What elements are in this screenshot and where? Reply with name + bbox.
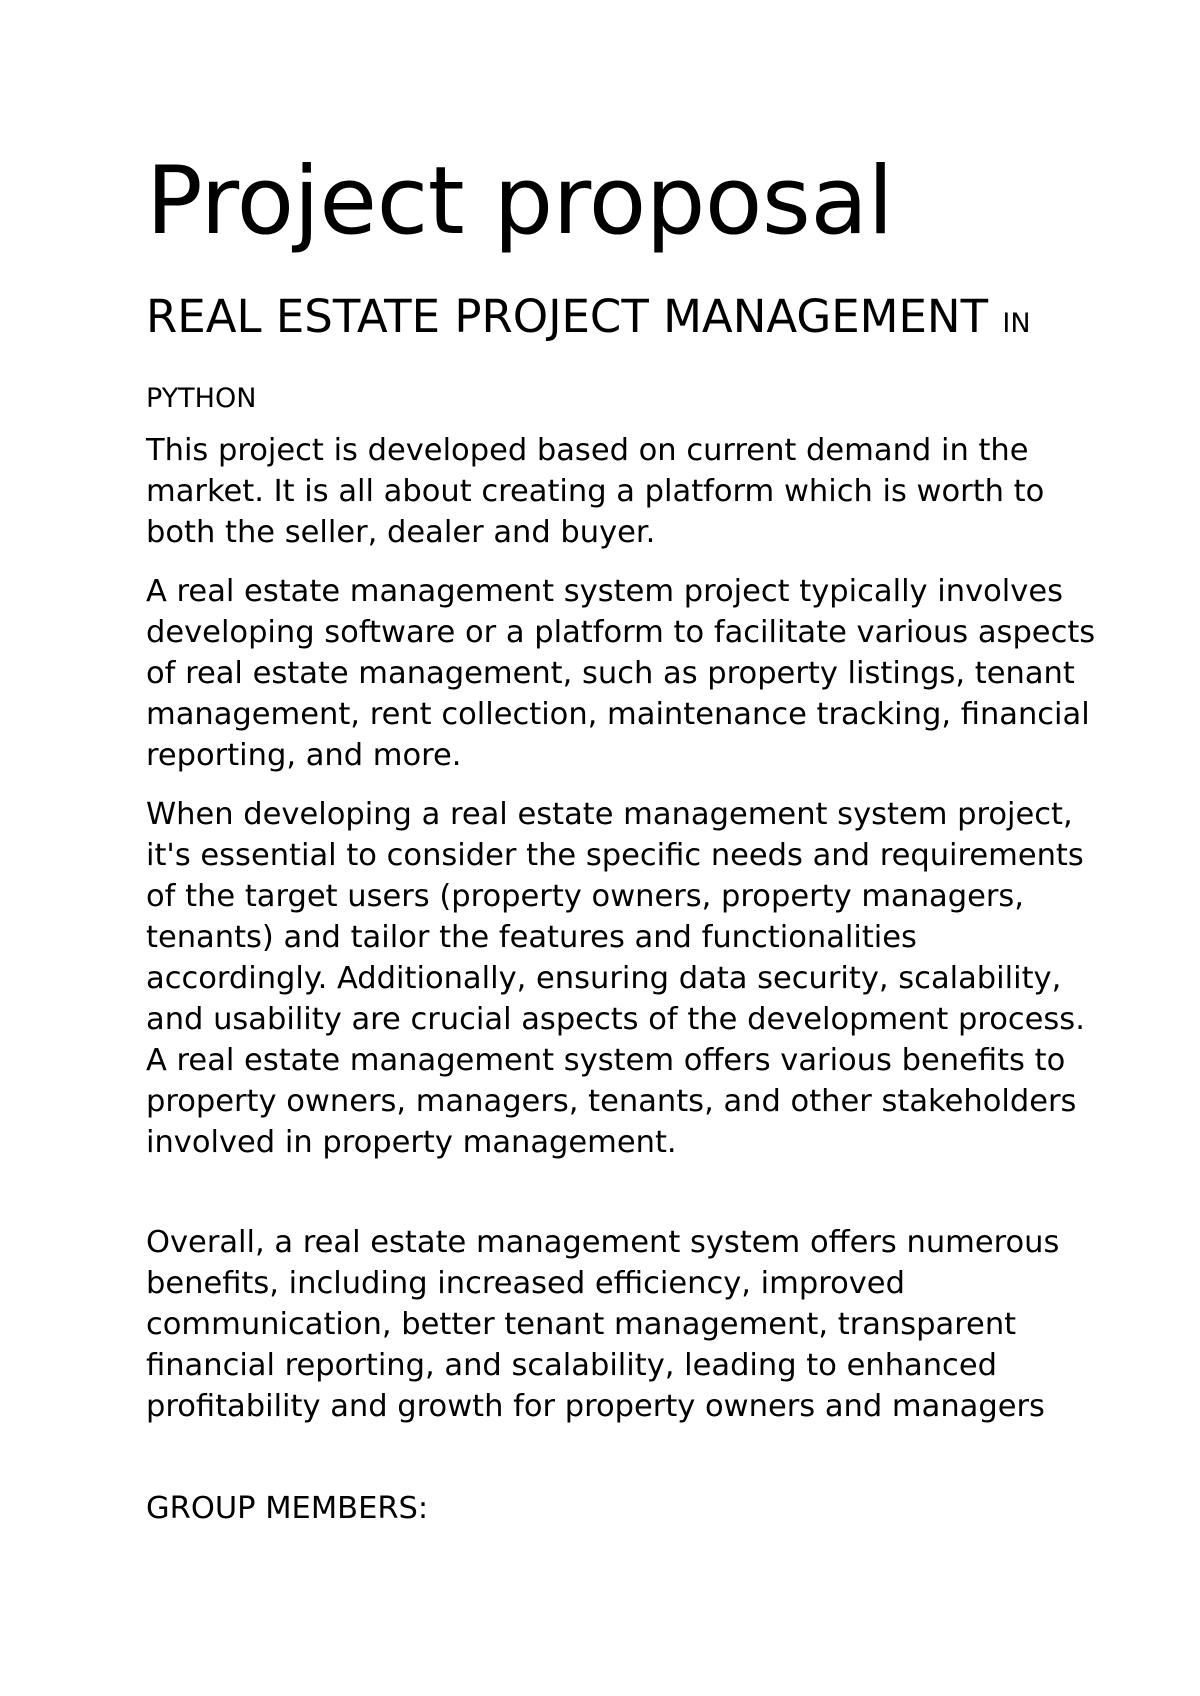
subtitle-suffix: IN PYTHON [146, 308, 1031, 414]
paragraph-conclusion: Overall, a real estate management system offers numerous benefits, including increased efficiency, improved communication, better tenant management, transparent financial reporting, and scalability, leading to enhanced profitability and growth for property owners and managers [146, 1225, 1060, 1424]
paragraph-considerations: When developing a real estate management system project, it's essential to consider the specific needs and requirements of the target users (property owners, property managers, tenants) and tailor the features and functionalities accordingly. Additionally, ensuring data security, scalability, and usability are crucial aspects of the development process. A real estate management system offers various benefits to property owners, managers, tenants, and other stakeholders involved in property management. [146, 797, 1085, 1160]
document-title: Project proposal [146, 147, 894, 256]
document-subtitle [146, 283, 1086, 433]
paragraph-intro: This project is developed based on current demand in the market. It is all about creating a platform which is worth to both the seller, dealer and buyer. [146, 433, 1045, 550]
subtitle-main: REAL ESTATE PROJECT MANAGEMENT [146, 290, 989, 343]
paragraph-overview: A real estate management system project typically involves developing software or a platform to facilitate various aspects of real estate management, such as property listings, tenant management, rent collection, maintenance tracking, financial reporting, and more. [146, 574, 1096, 773]
group-members-label: GROUP MEMBERS: [146, 1491, 429, 1526]
